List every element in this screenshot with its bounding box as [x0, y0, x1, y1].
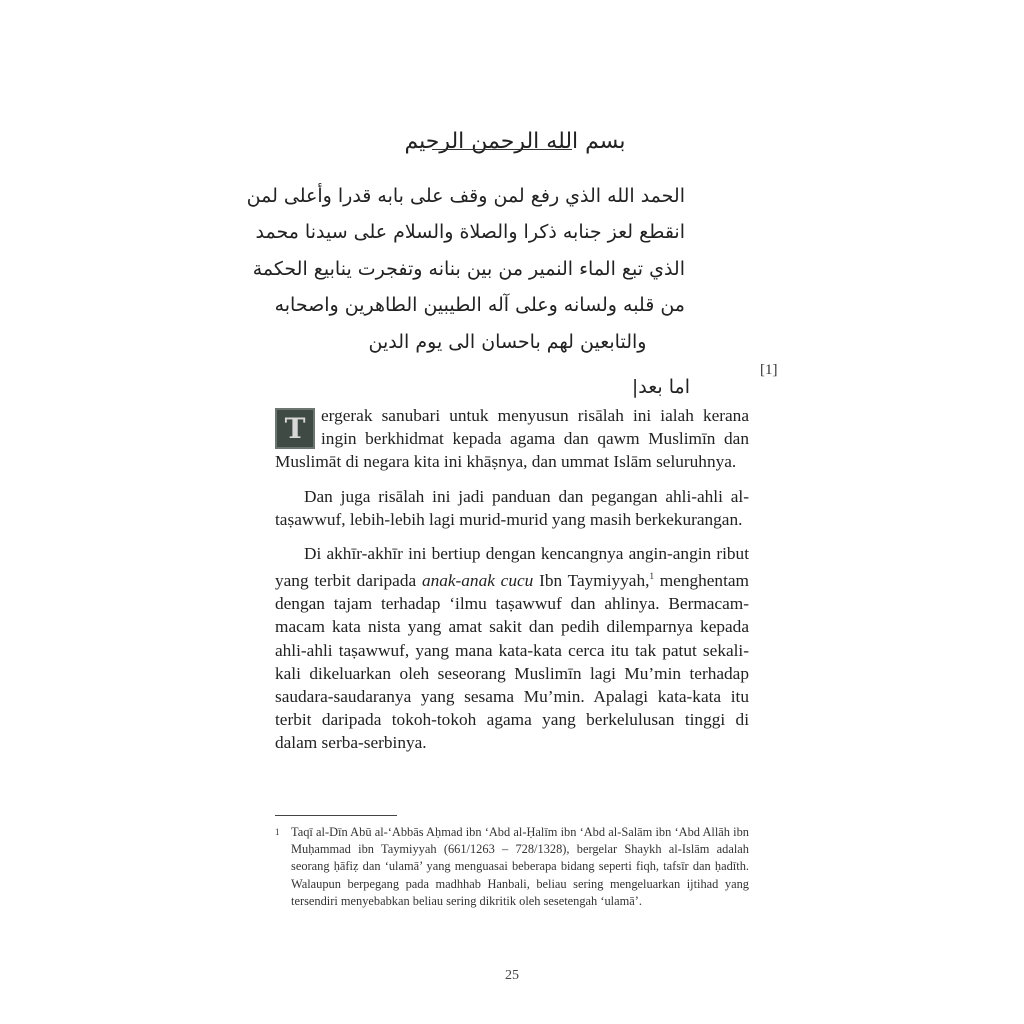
arabic-line: من قلبه ولسانه وعلى آله الطيبين الطاهرين واصحابه — [274, 294, 685, 317]
amma-badu: اما بعد| — [631, 376, 690, 398]
page-number: 25 — [505, 968, 519, 983]
paragraph-3-text-c: menghentam dengan tajam terhadap ‘ilmu taṣawwuf dan ahlinya. Bermacam-macam kata nista yang amat sakit dan pedih dilemparnya kepada ahli-ahli taṣawwuf, yang mana kata-kata cerca itu tak patut sekali-kali dikeluarkan oleh seseorang Muslimīn lagi Mu’min terhadap saudara-saudaranya yang sesama Mu’min. Apalagi kata-kata itu terbit daripada tokoh-tokoh agama yang berkelulusan tinggi di dalam serba-serbinya. — [275, 570, 749, 753]
arabic-line: انقطع لعز جنابه ذكرا والصلاة والسلام على سيدنا محمد — [255, 221, 685, 244]
paragraph-2: Dan juga risālah ini jadi panduan dan pegangan ahli-ahli al-taṣawwuf, lebih-lebih lagi murid-murid yang masih berkekurangan. — [275, 486, 749, 529]
dropcap-letter: T — [275, 408, 315, 449]
footnote — [275, 824, 749, 910]
arabic-preface — [246, 178, 685, 360]
footnote-reference[interactable]: 1 — [649, 571, 654, 582]
footnote-divider — [275, 815, 397, 816]
paragraph-3 — [275, 542, 749, 755]
basmala-heading — [380, 118, 650, 166]
main-text — [275, 404, 749, 766]
arabic-line: الحمد الله الذي رفع لمن وقف على بابه قدرا وأعلى لمن — [246, 185, 685, 207]
arabic-line: والتابعين لهم باحسان الى يوم الدين — [368, 330, 647, 353]
paragraph-1 — [275, 404, 749, 474]
paragraph-3-text-a: Di akhīr-akhīr ini bertiup dengan kencangnya angin-angin ribut yang terbit daripada — [275, 544, 749, 590]
footnote-text: Taqī al-Dīn Abū al-‘Abbās Aḥmad ibn ‘Abd al-Ḥalīm ibn ‘Abd al-Salām ibn ‘Abd Allāh ibn Muḥammad ibn Taymiyyah (661/1263 – 728/1328), bergelar Shaykh al-Islām adalah seorang ḥāfiẓ dan ‘ulamā’ yang menguasai beberapa bidang seperti fiqh, tafsīr dan ḥadīth. Walaupun berpegang pada madhhab Hanbali, beliau sering mengeluarkan ijtihad yang tersendiri menyebabkan beliau sering dikritik oleh sesetengah ‘ulamā’. — [291, 825, 749, 908]
page-marker: [1] — [760, 362, 778, 378]
paragraph-3-text-b: Ibn Taymiyyah, — [533, 570, 650, 590]
basmala-text: بسم الله الرحمن الرحيم — [404, 129, 626, 154]
paragraph-1-text: ergerak sanubari untuk menyusun risālah ini ialah kerana ingin berkhidmat kepada agama dan qawm Muslimīn dan Muslimāt di negara kita ini khāṣnya, dan ummat Islām seluruhnya. — [275, 406, 749, 472]
arabic-line: الذي تبع الماء النمير من بين بنانه وتفجرت ينابيع الحكمة — [252, 257, 685, 280]
footnote-mark: 1 — [275, 827, 280, 837]
basmala-flourish — [432, 149, 572, 150]
italic-phrase: anak-anak cucu — [421, 570, 534, 590]
